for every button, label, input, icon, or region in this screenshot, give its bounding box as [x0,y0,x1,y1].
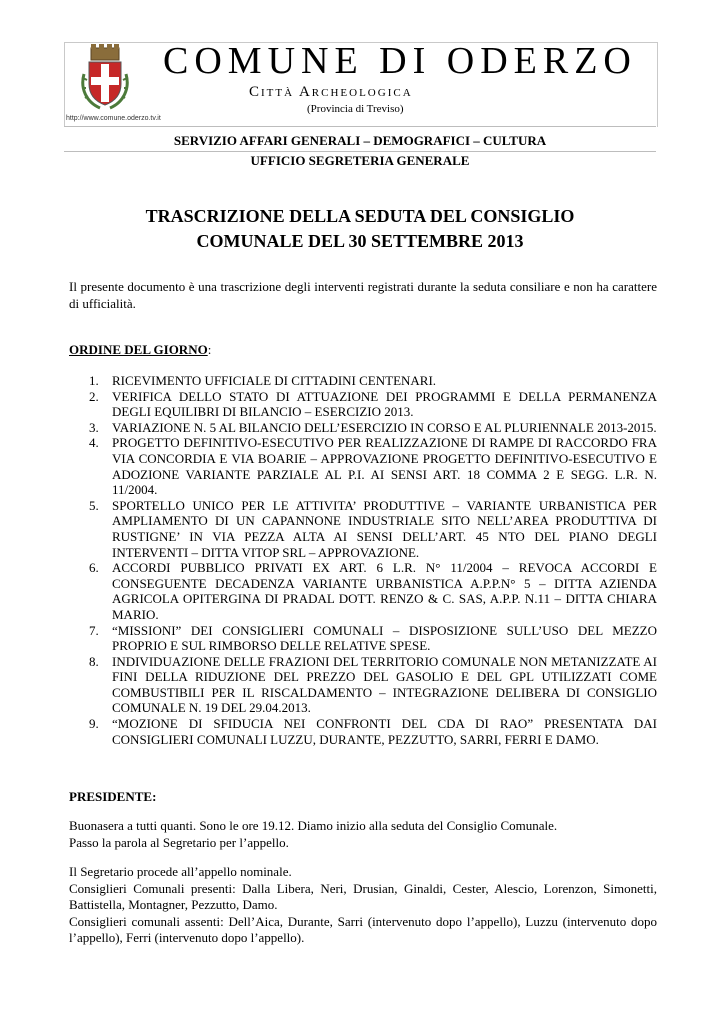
list-item-text: ACCORDI PUBBLICO PRIVATI EX ART. 6 L.R. N° 11/2004 – REVOCA ACCORDI E CONSEGUENTE DECADENZA VARIANTE URBANISTICA A.P.P.N° 5 – DITTA AZIENDA AGRICOLA OPITERGINA DI PRADAL DOTT. RENZO & C. SAS, A.P.P. N.11 – DITTA CHIARA MARIO. [112,560,657,622]
list-item-number: 8. [89,653,99,669]
list-item [69,373,657,389]
agenda-heading-label: ORDINE DEL GIORNO [69,342,208,357]
list-item [69,435,657,497]
list-item-number: 5. [89,497,99,513]
divider [64,151,656,152]
list-item [69,716,657,747]
list-item-text: “MOZIONE DI SFIDUCIA NEI CONFRONTI DEL CDA DI RAO” PRESENTATA DAI CONSIGLIERI COMUNALI LUZZU, DURANTE, PEZZUTTO, SARRI, FERRI E DAMO. [112,716,657,747]
list-item-number: 6. [89,560,99,576]
agenda-heading [69,342,211,358]
title-line-2: COMUNALE DEL 30 SETTEMBRE 2013 [196,231,524,251]
list-item-text: SPORTELLO UNICO PER LE ATTIVITA’ PRODUTTIVE – VARIANTE URBANISTICA PER AMPLIAMENTO DI UN CAPANNONE INDUSTRIALE SITO NELL’AREA PRODUTTIVA DI RUSTIGNE’ IN VIA PEZZA ALTA AI SENSI DELL’ART. 45 NTO DEL PIANO DEGLI INTERVENTI – DITTA VITOP SRL – APPROVAZIONE. [112,497,657,560]
list-item-number: 2. [89,388,99,404]
list-item-number: 4. [89,435,99,451]
present-councillors: Consiglieri Comunali presenti: Dalla Libera, Neri, Drusian, Ginaldi, Cester, Alescio, Lorenzon, Simonetti, Battistella, Montagner, Pezzutto, Damo. [69,880,657,912]
presidente-speech [69,818,657,851]
list-item [69,498,657,560]
speech-line: Passo la parola al Segretario per l’appello. [69,834,289,850]
divider [64,126,656,127]
speaker-heading: PRESIDENTE: [69,789,157,804]
document-title [64,204,656,254]
list-item-text: VERIFICA DELLO STATO DI ATTUAZIONE DEI PROGRAMMI E DELLA PERMANENZA DEGLI EQUILIBRI DI BILANCIO – ESERCIZIO 2013. [112,388,657,420]
list-item-text: VARIAZIONE N. 5 AL BILANCIO DELL’ESERCIZIO IN CORSO E AL PLURIENNALE 2013-2015. [112,419,657,435]
list-item-number: 1. [89,373,99,388]
title-line-1: TRASCRIZIONE DELLA SEDUTA DEL CONSIGLIO [145,206,575,226]
roll-call-section [69,864,657,947]
list-item [69,623,657,654]
list-item-number: 7. [89,622,99,638]
coat-of-arms-icon [80,44,130,112]
list-item [69,389,657,420]
roll-call-intro: Il Segretario procede all’appello nominale. [69,864,292,879]
list-item [69,654,657,716]
list-item-number: 3. [89,419,99,435]
list-item-text: PROGETTO DEFINITIVO-ESECUTIVO PER REALIZZAZIONE DI RAMPE DI RACCORDO FRA VIA CONCORDIA E VIA BOARIE – APPROVAZIONE PROGETTO DEFINITIVO-ESECUTIVO E ADOZIONE VARIANTE PARZIALE AL P.I. AI SENSI ART. 18 COMMA 2 E SEGG. L.R. N. 11/2004. [112,435,657,498]
list-item-text: “MISSIONI” DEI CONSIGLIERI COMUNALI – DISPOSIZIONE SULL’USO DEL MEZZO PROPRIO E SUL RIMBORSO DELLE RELATIVE SPESE. [112,622,657,654]
municipality-name: COMUNE DI ODERZO [163,40,637,82]
agenda-heading-colon: : [207,342,212,357]
list-item [69,420,657,436]
list-item-text: RICEVIMENTO UFFICIALE DI CITTADINI CENTENARI. [112,373,437,388]
department-line-1: SERVIZIO AFFARI GENERALI – DEMOGRAFICI – CULTURA [173,133,547,148]
department-line-2: UFFICIO SEGRETERIA GENERALE [250,153,470,168]
website-link[interactable]: http://www.comune.oderzo.tv.it [66,115,161,122]
intro-paragraph: Il presente documento è una trascrizione degli interventi registrati durante la seduta consiliare e non ha carattere di ufficialità. [69,279,657,311]
list-item [69,560,657,622]
list-item-text: INDIVIDUAZIONE DELLE FRAZIONI DEL TERRITORIO COMUNALE NON METANIZZATE AI FINI DELLA RIDUZIONE DEL PREZZO DEL GASOLIO E DEL GPL UTILIZZATI COME COMBUSTIBILI PER IL RISCALDAMENTO – INTEGRAZIONE DELIBERA DI CONSIGLIO COMUNALE N. 19 DEL 29.04.2013. [112,653,657,716]
city-subtitle: Città Archeologica [249,84,413,100]
agenda-list [69,373,657,747]
list-item-number: 9. [89,716,99,732]
speech-line: Buonasera a tutti quanti. Sono le ore 19.12. Diamo inizio alla seduta del Consiglio Comunale. [69,818,558,833]
province-label: (Provincia di Treviso) [307,103,404,115]
absent-councillors: Consiglieri comunali assenti: Dell’Aica, Durante, Sarri (intervenuto dopo l’appello), Luzzu (intervenuto dopo l’appello), Ferri (intervenuto dopo l’appello). [69,913,657,945]
